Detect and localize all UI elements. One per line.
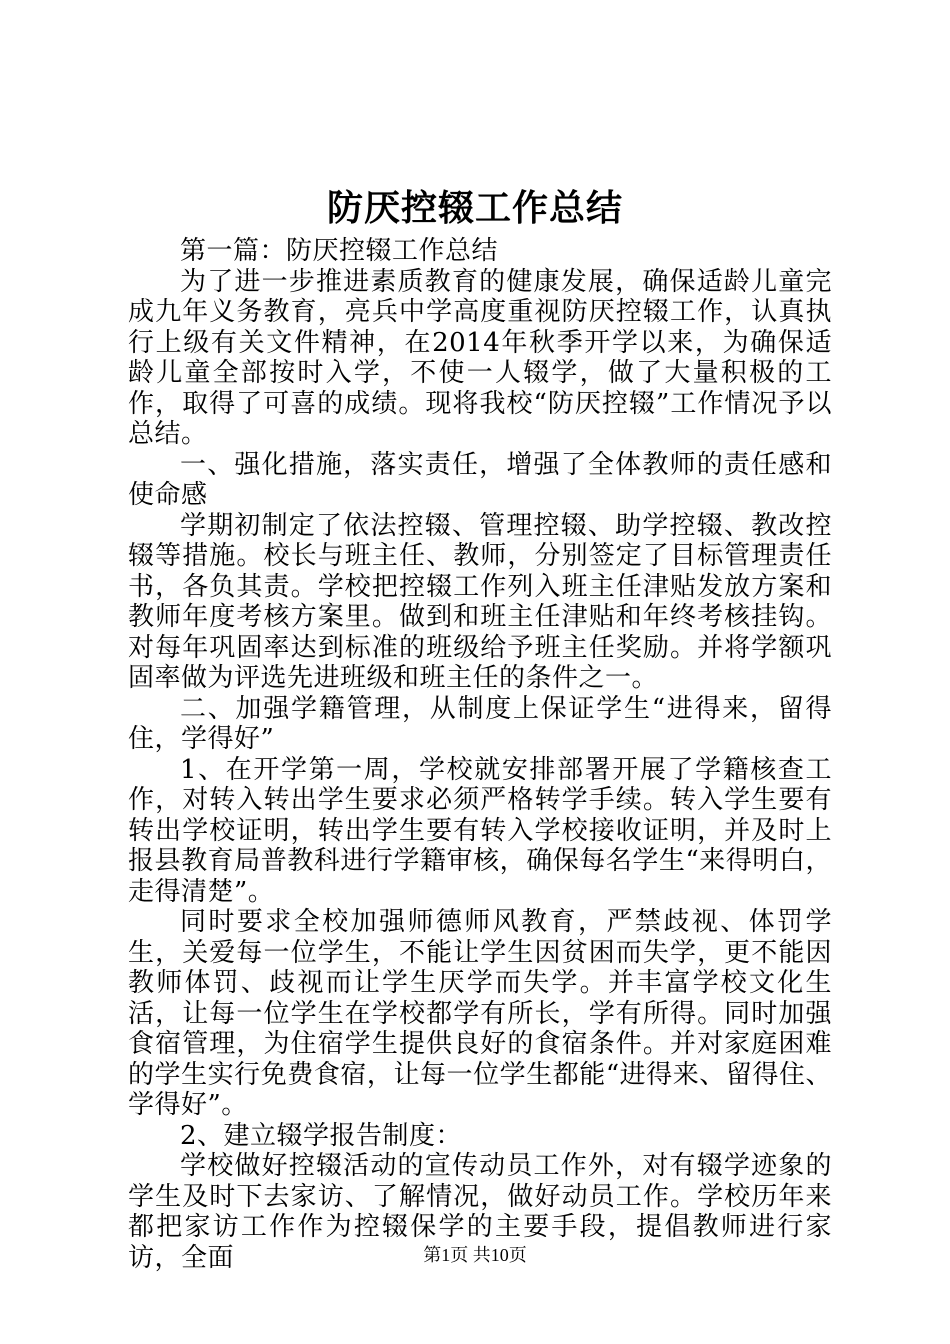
document-title: 防厌控辍工作总结: [326, 187, 623, 229]
body-paragraph: 为了进一步推进素质教育的健康发展，确保适龄儿童完成九年义务教育，亮兵中学高度重视防厌控辍工作，认真执行上级有关文件精神，在2014年秋季开学以来，为确保适龄儿童全部按时入学，不使一人辍学，做了大量积极的工作，取得了可喜的成绩。现将我校“防厌控辍”工作情况予以总结。: [128, 266, 832, 449]
numbered-item: 2、建立辍学报告制度：: [180, 1120, 463, 1151]
page-number-footer: 第1页 共10页: [423, 1245, 527, 1265]
body-paragraph: 学校做好控辍活动的宣传动员工作外，对有辍学迹象的学生及时下去家访、了解情况，做好动员工作。学校历年来都把家访工作作为控辍保学的主要手段，提倡教师进行家访，全面: [128, 1151, 832, 1273]
numbered-item: 1、在开学第一周，学校就安排部署开展了学籍核查工作，对转入转出学生要求必须严格转学手续。转入学生要有转出学校证明，转出学生要有转入学校接收证明，并及时上报县教育局普教科进行学籍审核，确保每名学生“来得明白，走得清楚”。: [128, 754, 832, 907]
document-body: [128, 236, 832, 1273]
section-heading: 二、加强学籍管理，从制度上保证学生“进得来，留得住，学得好”: [128, 693, 832, 754]
body-paragraph: 同时要求全校加强师德师风教育，严禁歧视、体罚学生，关爱每一位学生，不能让学生因贫困而失学，更不能因教师体罚、歧视而让学生厌学而失学。并丰富学校文化生活，让每一位学生在学校都学有所长，学有所得。同时加强食宿管理，为住宿学生提供良好的食宿条件。并对家庭困难的学生实行免费食宿，让每一位学生都能“进得来、留得住、学得好”。: [128, 907, 832, 1120]
section-heading: 一、强化措施，落实责任，增强了全体教师的责任感和使命感: [128, 449, 832, 510]
section-subtitle: 第一篇：防厌控辍工作总结: [180, 236, 499, 266]
body-paragraph: 学期初制定了依法控辍、管理控辍、助学控辍、教改控辍等措施。校长与班主任、教师，分别签定了目标管理责任书，各负其责。学校把控辍工作列入班主任津贴发放方案和教师年度考核方案里。做到和班主任津贴和年终考核挂钩。对每年巩固率达到标准的班级给予班主任奖励。并将学额巩固率做为评选先进班级和班主任的条件之一。: [128, 510, 832, 693]
